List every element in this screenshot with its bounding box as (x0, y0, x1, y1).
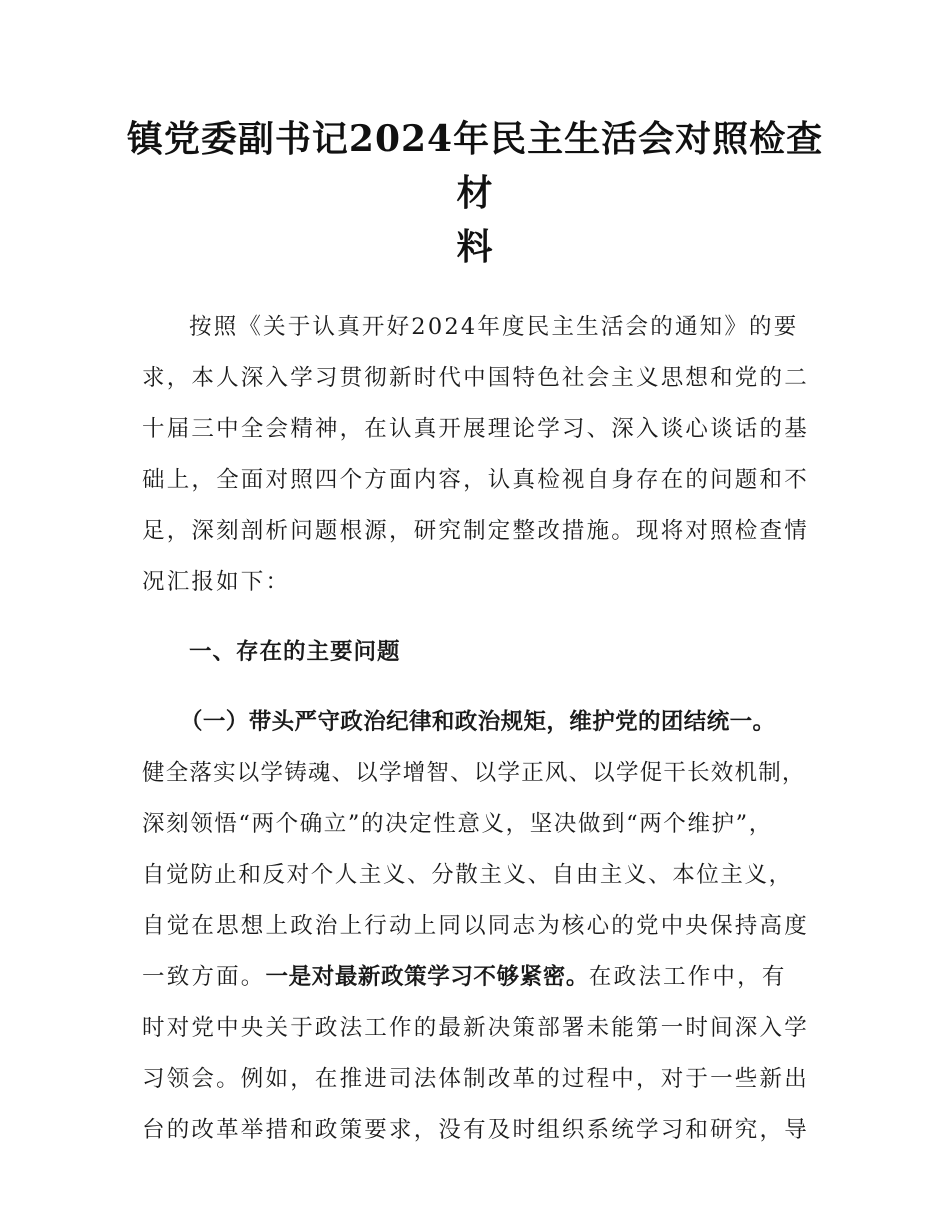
paragraph-line: 习领会。例如，在推进司法体制改革的过程中，对于一些新出 (142, 1066, 809, 1092)
paragraph-line: 按照《关于认真开好2024年度民主生活会的通知》的要 (189, 314, 799, 340)
paragraph-line: 健全落实以学铸魂、以学增智、以学正风、以学促干长效机制， (142, 760, 806, 786)
document-body (142, 302, 822, 1156)
paragraph-line: 时对党中央关于政法工作的最新决策部署未能第一时间深入学 (142, 1015, 809, 1041)
spacer (142, 608, 822, 627)
section-heading: 一、存在的主要问题 (189, 639, 401, 665)
line-suffix: 在政法工作中，有 (588, 964, 787, 990)
paragraph-line: 台的改革举措和政策要求，没有及时组织系统学习和研究，导 (142, 1117, 809, 1143)
line-prefix: 一致方面。 (142, 964, 266, 990)
paragraph-line: 自觉在思想上政治上行动上同以同志为核心的党中央保持高度 (142, 913, 809, 939)
paragraph-line: 求，本人深入学习贯彻新时代中国特色社会主义思想和党的二 (142, 365, 809, 391)
paragraph-line: 况汇报如下： (142, 569, 291, 595)
paragraph-line: 础上，全面对照四个方面内容，认真检视自身存在的问题和不 (142, 467, 809, 493)
paragraph-line: 足，深刻剖析问题根源，研究制定整改措施。现将对照检查情 (142, 518, 809, 544)
document-title (120, 112, 830, 274)
subsection-heading: （一）带头严守政治纪律和政治规矩，维护党的团结统一。 (180, 709, 776, 735)
paragraph-line: 十届三中全会精神，在认真开展理论学习、深入谈心谈话的基 (142, 416, 809, 442)
paragraph-line: 深刻领悟“两个确立”的决定性意义，坚决做到“两个维护”， (142, 811, 773, 837)
title-line-2: 料 (456, 226, 494, 268)
spacer (142, 678, 822, 697)
paragraph-line: 自觉防止和反对个人主义、分散主义、自由主义、本位主义， (142, 862, 793, 888)
paragraph-line-mixed (142, 952, 822, 1003)
title-line-1: 镇党委副书记2024年民主生活会对照检查材 (126, 118, 824, 214)
emphasis-text: 一是对最新政策学习不够紧密。 (265, 964, 589, 990)
